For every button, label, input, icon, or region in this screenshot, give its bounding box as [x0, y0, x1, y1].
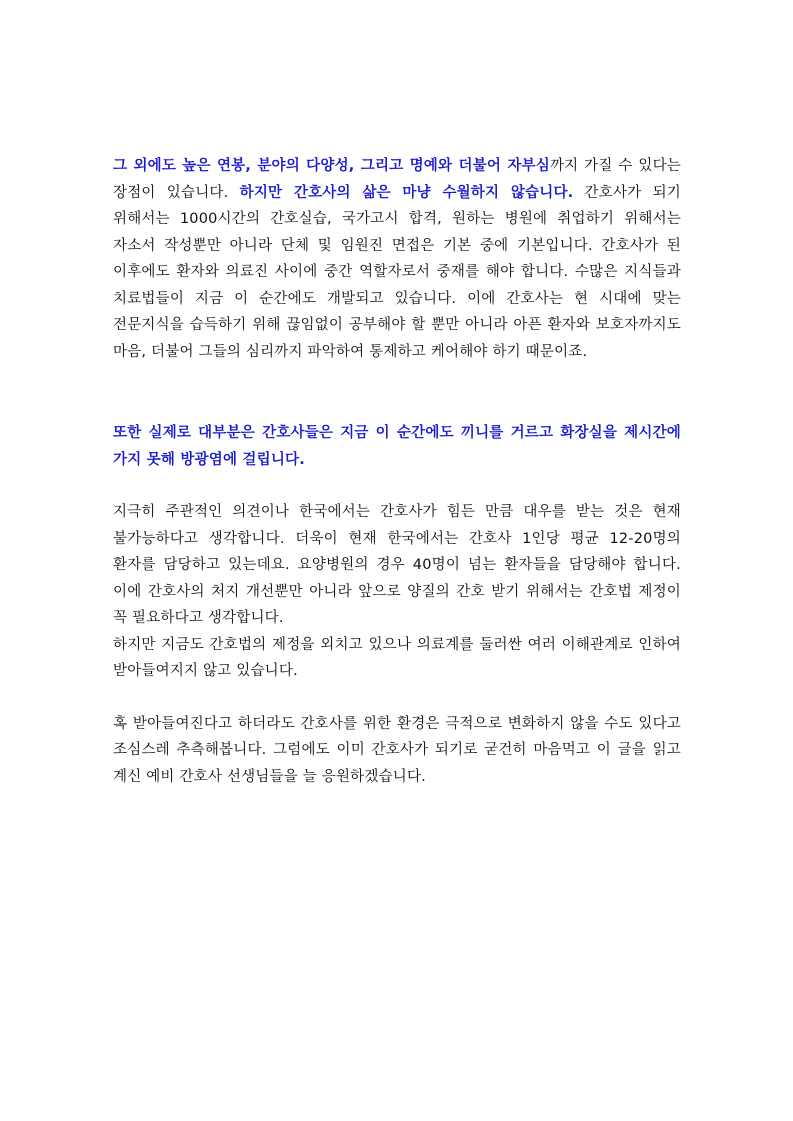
text-advantages-tail: 까지 가질 수 있다는 장점이 있습니다. [113, 158, 681, 201]
spacer [113, 365, 681, 420]
paragraph-opinion: 지극히 주관적인 의견이나 한국에서는 간호사가 힘든 만큼 대우를 받는 것은 현재 불가능하다고 생각합니다. 더욱이 현재 한국에서는 간호사 1인당 평균 12-20명의 환자를 담당하고 있는데요. 요양병원의 경우 40명이 넘는 환자들을 담당해야 합니다. 이에 간호사의 처지 개선뿐만 아니라 앞으로 양질의 간호 받기 위해서는 간호법 제정이 꼭 필요하다고 생각합니다. [113, 504, 681, 626]
highlight-not-easy: 하지만 간호사의 삶은 마냥 수월하지 않습니다. [239, 184, 574, 201]
highlight-advantages: 그 외에도 높은 연봉, 분야의 다양성, 그리고 명예와 더불어 자부심 [113, 158, 550, 174]
paragraph-cystitis: 또한 실제로 대부분은 간호사들은 지금 이 순간에도 끼니를 거르고 화장실을 제시간에 가지 못해 방광염에 걸립니다. [113, 425, 681, 468]
spacer [113, 685, 681, 711]
paragraph-advantages [113, 153, 681, 365]
text-nurse-hardships: 간호사가 되기 위해서는 1000시간의 간호실습, 국가고시 합격, 원하는 병원에 취업하기 위해서는 자소서 작성뿐만 아니라 단체 및 임원진 면접은 기본 중에 기본입니다. 간호사가 된 이후에도 환자와 의료진 사이에 중간 역할자로서 중재를 해야 합니다. 수많은 지식들과 치료법들이 지금 이 순간에도 개발되고 있습니다. 이에 간호사는 현 시대에 맞는 전문지식을 습득하기 위해 끊임없이 공부해야 할 뿐만 아니라 아픈 환자와 보호자까지도 마음, 더불어 그들의 심리까지 파악하여 통제하고 케어해야 하기 때문이죠. [113, 184, 681, 360]
spacer [113, 473, 681, 499]
paragraph-closing: 혹 받아들여진다고 하더라도 간호사를 위한 환경은 극적으로 변화하지 않을 수도 있다고 조심스레 추측해봅니다. 그럼에도 이미 간호사가 되기로 굳건히 마음먹고 이 글을 읽고 계신 예비 간호사 선생님들을 늘 응원하겠습니다. [113, 715, 681, 785]
document-page [113, 153, 681, 790]
paragraph-nursing-law: 하지만 지금도 간호법의 제정을 외치고 있으나 의료계를 둘러싼 여러 이해관계로 인하여 받아들여지지 않고 있습니다. [113, 636, 681, 679]
